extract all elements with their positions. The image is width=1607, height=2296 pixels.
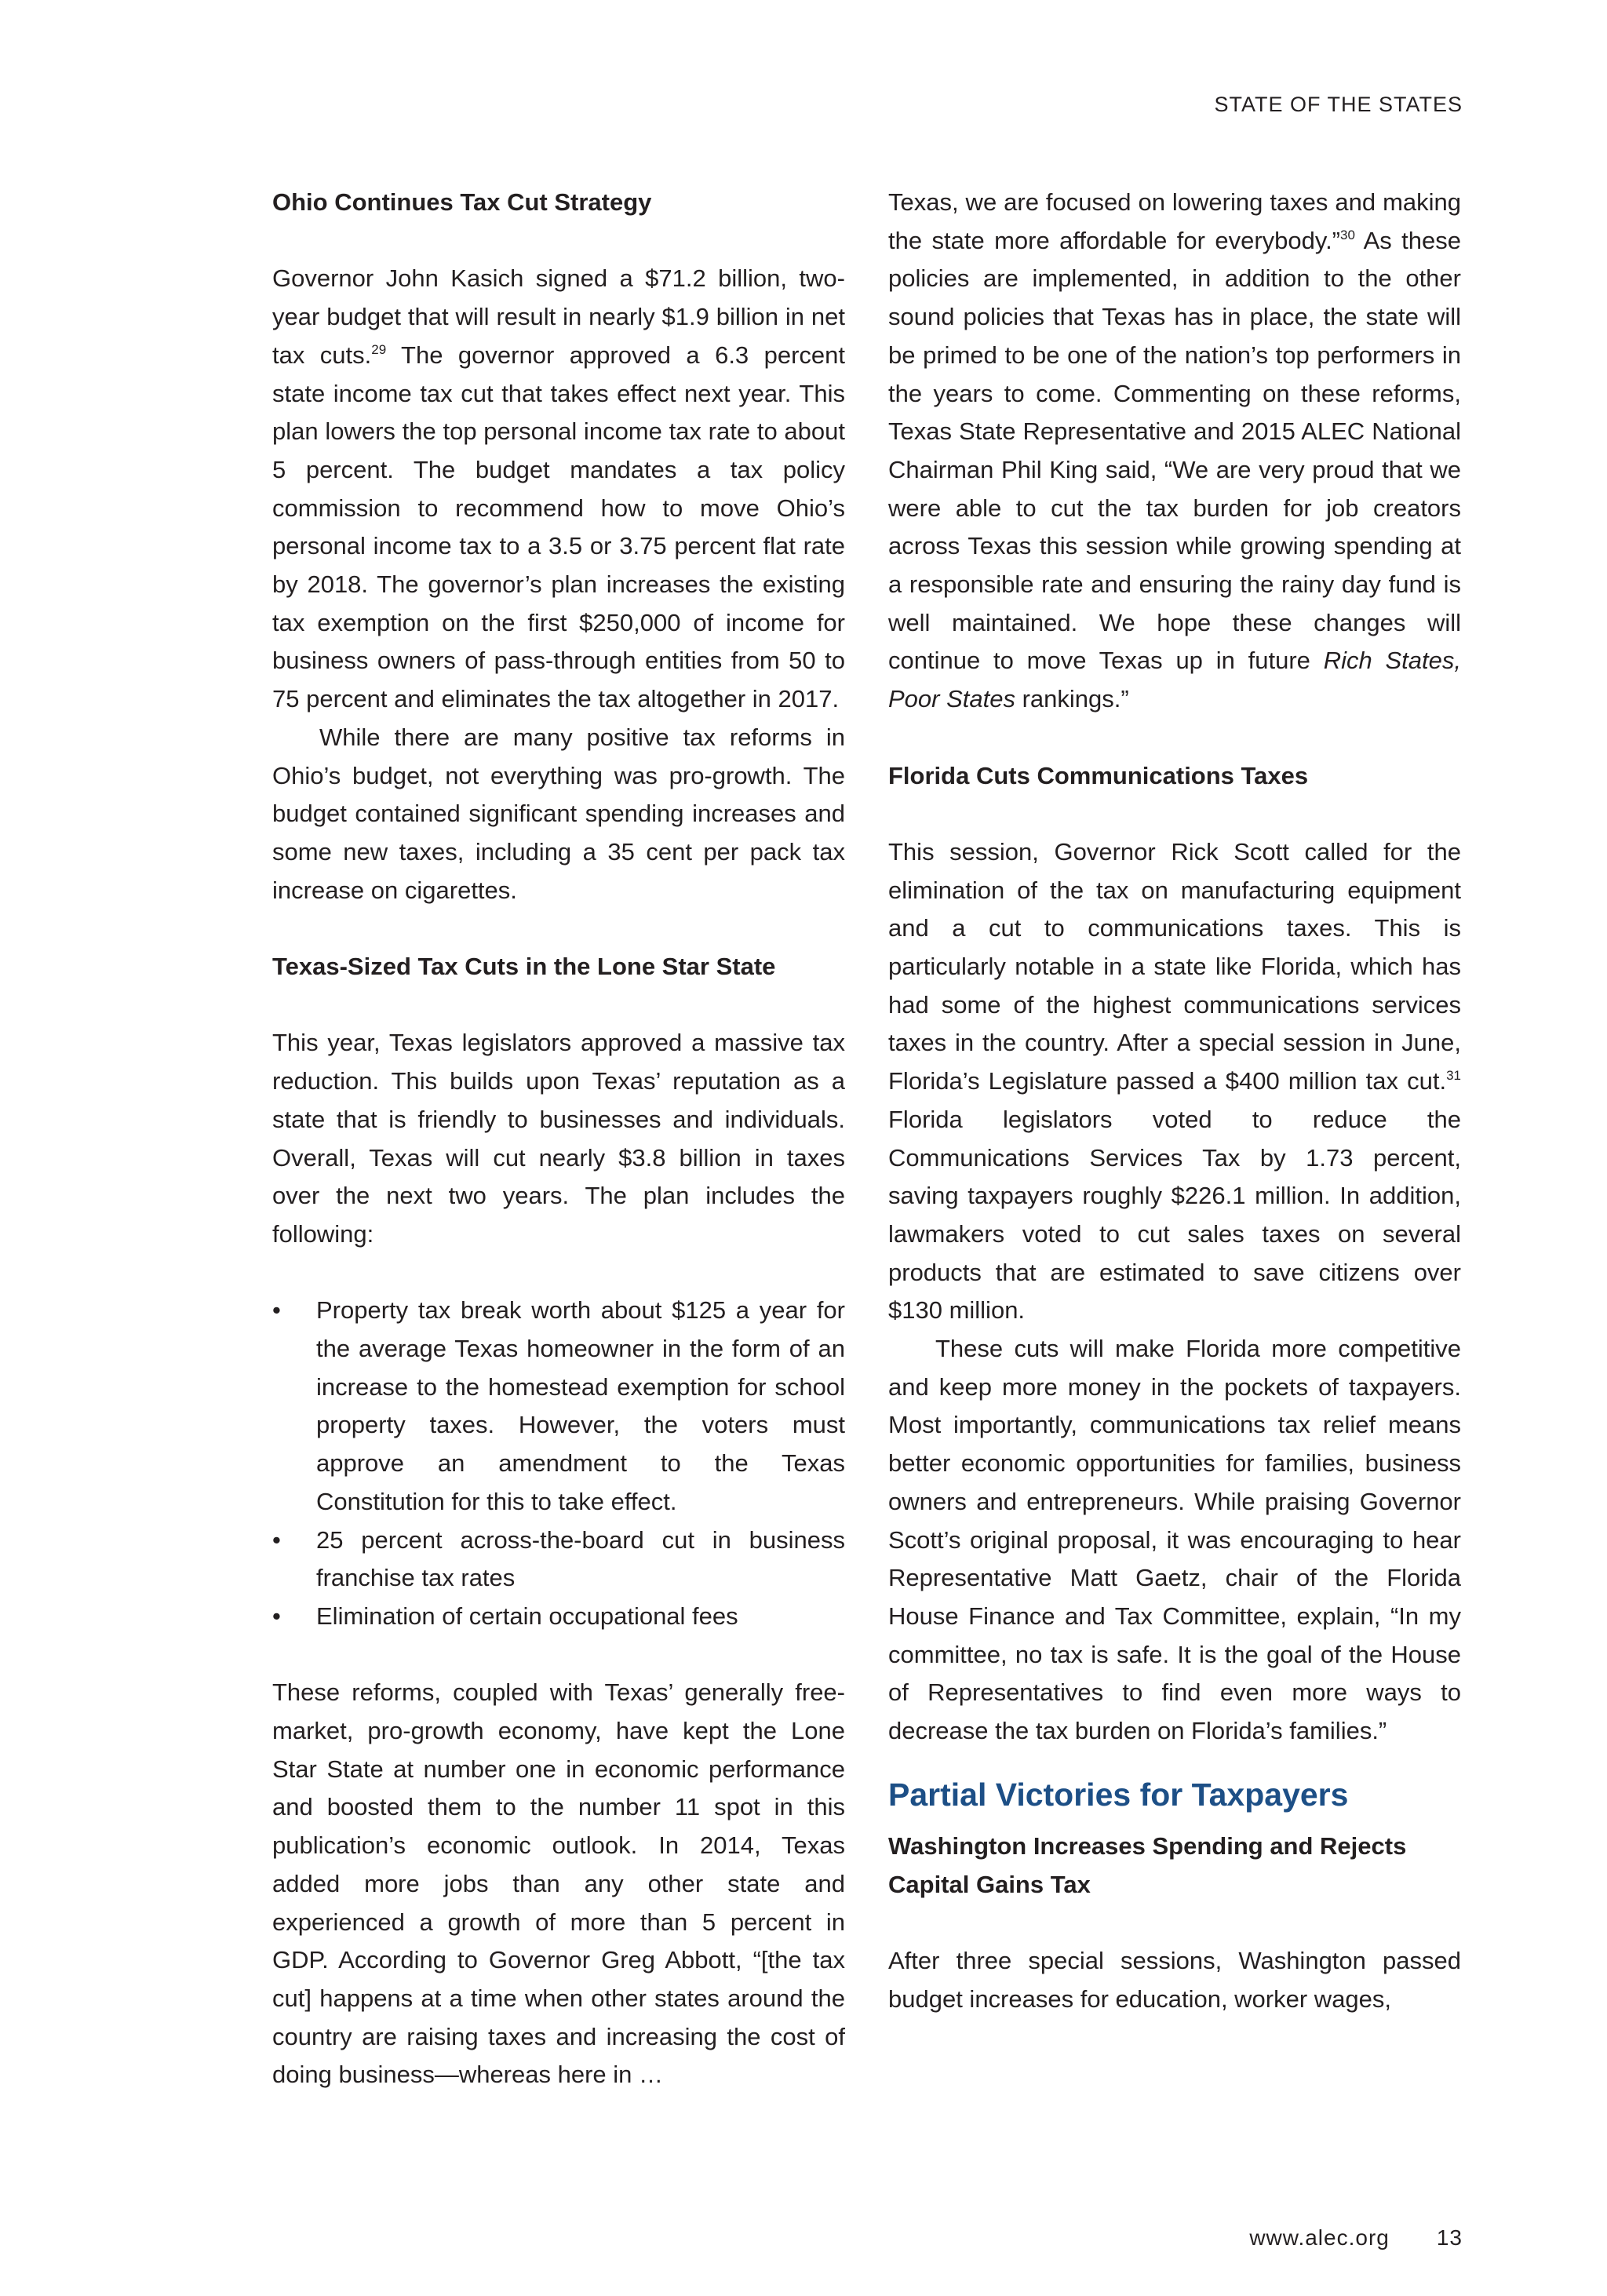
section-title: Partial Victories for Taxpayers [888, 1776, 1349, 1813]
publication-title: Rich States, Poor States [888, 647, 1462, 713]
florida-heading: Florida Cuts Communications Taxes [888, 761, 1309, 789]
running-head: STATE OF THE STATES [1214, 93, 1463, 116]
list-item: • Property tax break worth about $125 a year for the average Texas homeowner in the form of an increase to the homestead exemption for school property taxes. However, the voters must approve an amendment to the Texas Constitution for this to take effect. [272, 1292, 845, 1521]
texas-paragraph-1: This year, Texas legislators approved a massive tax reduction. This builds upon Texas’ reputation as a state that is friendly to businesses and individuals. Overall, Texas will cut nearly $3.8 billion in taxes over the next two years. The plan includes the following: [272, 1029, 845, 1248]
ohio-paragraph-1: Governor John Kasich signed a $71.2 billion, two-year budget that will result in nearly $1.9 billion in net tax cuts.$^{29}$ The governor approved a 6.3 percent state income tax cut that takes effect next year. This plan lowers the top personal income tax rate to about 5 percent. The budget mandates a tax policy commission to recommend how to move Ohio’s personal income tax to a 3.5 or 3.75 percent flat rate by 2018. The governor’s plan increases the existing tax exemption on the first $250,000 of income for business owners of pass-through entities from 50 to 75 percent and eliminates the tax altogether in 2017. [272, 264, 846, 713]
page-number: 13 [1436, 2225, 1463, 2250]
right-column [888, 184, 1461, 2018]
footnote-ref-29: 29 [371, 341, 387, 357]
texas-heading: Texas-Sized Tax Cuts in the Lone Star State [272, 953, 776, 981]
footnote-ref-30: 30 [1340, 227, 1355, 242]
texas-bullet-list [272, 1292, 845, 1635]
florida-paragraph-2: These cuts will make Florida more competitive and keep more money in the pockets of taxpayers. Most importantly, communications tax relief means better economic opportunities for families, business owners and entrepreneurs. While praising Governor Scott’s original proposal, it was encouraging to hear Representative Matt Gaetz, chair of the Florida House Finance and Tax Committee, explain, “In my committee, no tax is safe. It is the goal of the House of Representatives to find even more ways to decrease the tax burden on Florida’s families.” [888, 1335, 1461, 1745]
ohio-heading: Ohio Continues Tax Cut Strategy [272, 188, 652, 216]
ohio-paragraph-2: While there are many positive tax reforms in Ohio’s budget, not everything was pro-growth. The budget contained significant spending increases and some new taxes, including a 35 cent per pack tax increase on cigarettes. [272, 723, 845, 904]
left-column [272, 184, 845, 2094]
washington-paragraph-1: After three special sessions, Washington passed budget increases for education, worker wages, [888, 1946, 1461, 2013]
list-item: • Elimination of certain occupational fees [272, 1598, 845, 1636]
footnote-ref-31: 31 [1446, 1068, 1461, 1084]
texas-paragraph-2: These reforms, coupled with Texas’ generally free-market, pro-growth economy, have kept the Lone Star State at number one in economic performance and boosted them to the number 11 spot in this publication’s economic outlook. In 2014, Texas added more jobs than any other state and experienced a growth of more than 5 percent in GDP. According to Governor Greg Abbott, “[the tax cut] happens at a time when other states around the country are raising taxes and increasing the cost of doing business—whereas here in … [272, 1678, 845, 2089]
footer-url: www.alec.org [1249, 2225, 1390, 2250]
florida-paragraph-1: This session, Governor Rick Scott called for the elimination of the tax on manufacturing equipment and a cut to communications taxes. This is particularly notable in a state like Florida, which has had some of the highest communications services taxes in the country. After a special session in June, Florida’s Legislature passed a $400 million tax cut.$^{31}$ Florida legislators voted to reduce the Communications Services Tax by 1.73 percent, saving taxpayers roughly $226.1 million. In addition, lawmakers voted to cut sales taxes on several products that are estimated to save citizens over $130 million. [888, 837, 1461, 1325]
washington-heading: Washington Increases Spending and Rejects Capital Gains Tax [888, 1831, 1407, 1898]
texas-continued-paragraph: Texas, we are focused on lowering taxes and making the state more affordable for everybody.”$^{30}$ As these policies are implemented, in addition to the other sound policies that Texas has in place, the state will be primed to be one of the nation’s top performers in the years to come. Commenting on these reforms, Texas State Representative and 2015 ALEC National Chairman Phil King said, “We are very proud that we were able to cut the tax burden for job creators across Texas this session while growing spending at a responsible rate and ensuring the rainy day fund is well maintained. We hope these changes will continue to move Texas up in future Rich States, Poor States rankings.” [888, 188, 1462, 713]
page-footer [1249, 2225, 1463, 2250]
list-item: • 25 percent across-the-board cut in business franchise tax rates [272, 1522, 845, 1598]
